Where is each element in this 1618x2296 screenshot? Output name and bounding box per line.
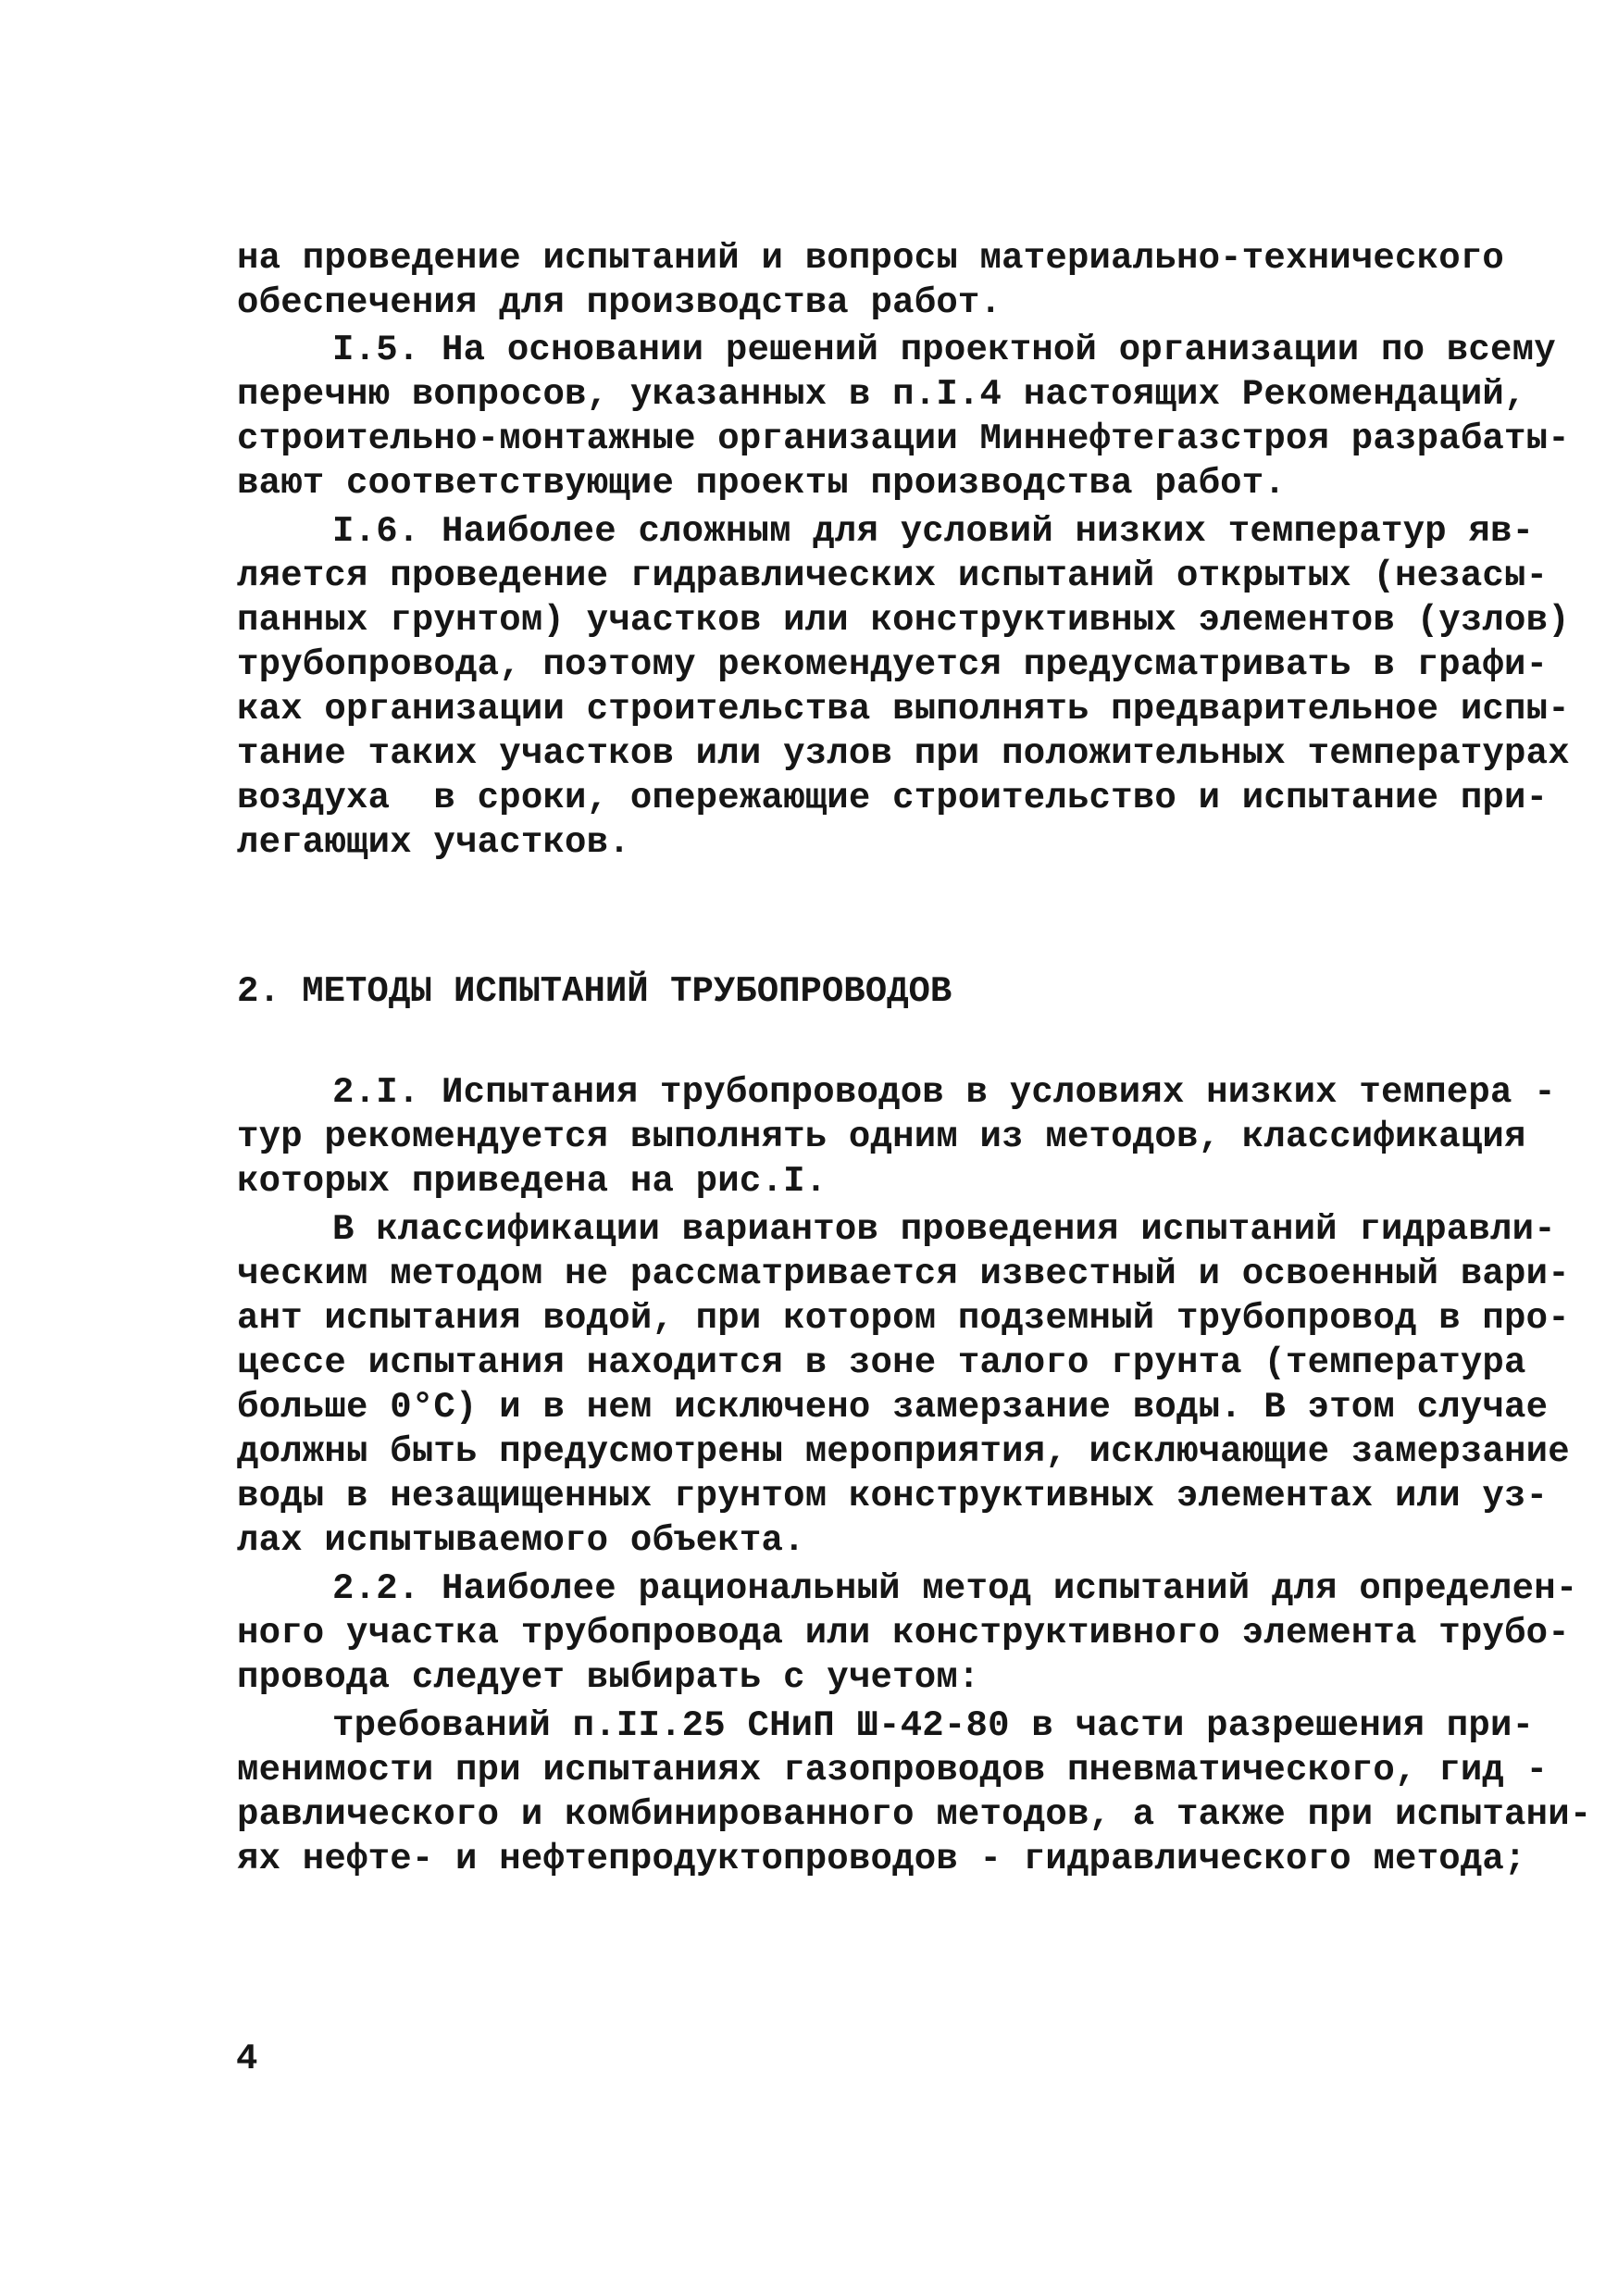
paragraph-2-2-start: 2.2. Наиболее рациональный метод испытаний для определен- — [332, 1568, 1578, 1609]
text-line: перечню вопросов, указанных в п.I.4 настоящих Рекомендаций, — [237, 374, 1526, 415]
text-line: ках организации строительства выполнять предварительное испы- — [237, 689, 1570, 730]
text-line: больше 0°C) и в нем исключено замерзание воды. В этом случае — [237, 1387, 1549, 1428]
text-line: которых приведена на рис.I. — [237, 1161, 828, 1202]
text-line: вают соответствующие проекты производства работ. — [237, 463, 1286, 504]
text-line: равлического и комбинированного методов, а также при испытани- — [237, 1794, 1592, 1835]
paragraph-2-1-start: 2.I. Испытания трубопроводов в условиях низких темпера - — [332, 1072, 1556, 1113]
text-line: панных грунтом) участков или конструктивных элементов (узлов) — [237, 600, 1570, 641]
paragraph-requirements-start: требований п.II.25 СНиП Ш-42-80 в части разрешения при- — [332, 1705, 1535, 1746]
paragraph-1-5-start: I.5. На основании решений проектной организации по всему — [332, 330, 1556, 370]
text-line: лах испытываемого объекта. — [237, 1520, 805, 1561]
text-line: легающих участков. — [237, 822, 630, 863]
paragraph-classification-start: В классификации вариантов проведения испытаний гидравли- — [332, 1209, 1556, 1250]
text-line: провода следует выбирать с учетом: — [237, 1657, 980, 1698]
text-line: обеспечения для производства работ. — [237, 282, 1002, 323]
text-line: ческим методом не рассматривается известный и освоенный вари- — [237, 1254, 1570, 1294]
text-line: воды в незащищенных грунтом конструктивных элементах или уз- — [237, 1476, 1549, 1516]
text-line: ляется проведение гидравлических испытаний открытых (незасы- — [237, 555, 1549, 596]
text-line: цессе испытания находится в зоне талого грунта (температура — [237, 1342, 1526, 1383]
text-line: тур рекомендуется выполнять одним из методов, классификация — [237, 1117, 1526, 1157]
text-line: должны быть предусмотрены мероприятия, исключающие замерзание — [237, 1431, 1570, 1472]
section-heading: 2. МЕТОДЫ ИСПЫТАНИЙ ТРУБОПРОВОДОВ — [237, 971, 952, 1012]
paragraph-1-6-start: I.6. Наиболее сложным для условий низких температур яв- — [332, 511, 1535, 552]
text-line: трубопровода, поэтому рекомендуется предусматривать в графи- — [237, 644, 1549, 685]
text-line: ного участка трубопровода или конструктивного элемента трубо- — [237, 1613, 1570, 1653]
text-line: воздуха в сроки, опережающие строительство и испытание при- — [237, 778, 1549, 818]
text-line: менимости при испытаниях газопроводов пневматического, гид - — [237, 1750, 1549, 1791]
text-line: ант испытания водой, при котором подземный трубопровод в про- — [237, 1298, 1570, 1339]
text-line: тание таких участков или узлов при положительных температурах — [237, 733, 1570, 774]
page-number: 4 — [236, 2039, 258, 2079]
text-line: строительно-монтажные организации Миннефтегазстроя разрабаты- — [237, 418, 1570, 459]
text-line: на проведение испытаний и вопросы материально-технического — [237, 238, 1505, 279]
text-line: ях нефте- и нефтепродуктопроводов - гидравлического метода; — [237, 1839, 1526, 1879]
